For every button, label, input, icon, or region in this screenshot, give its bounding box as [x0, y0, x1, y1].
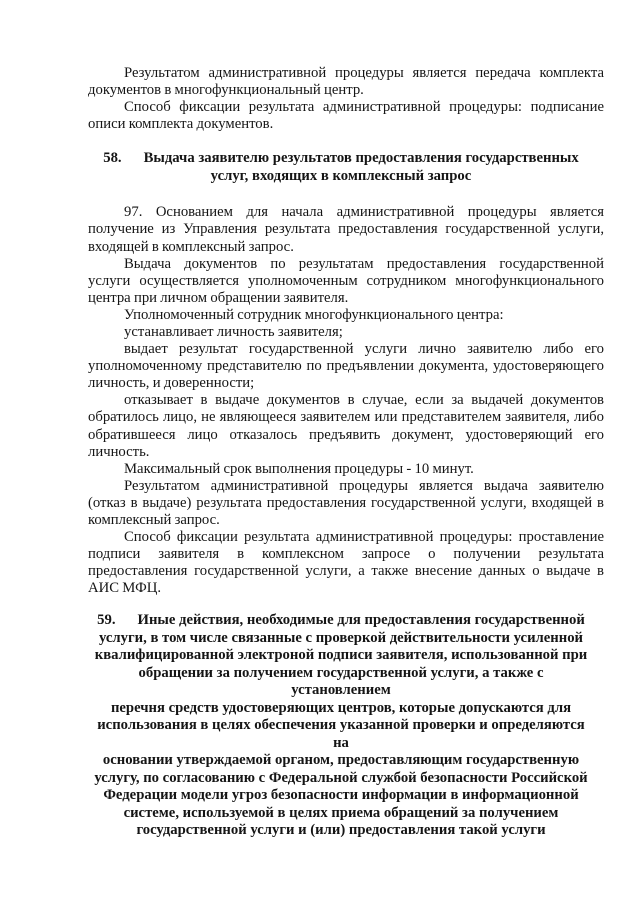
paragraph-fixation-signature: [88, 529, 604, 597]
text-line: отказывает в выдаче документов в случае, если за выдачей документов: [124, 392, 604, 409]
heading-line: обращении за получением государственной услуги, а также с установлением: [138, 664, 544, 699]
section-heading-58: [88, 150, 604, 185]
document-body: [88, 65, 604, 840]
heading-line: услугу, по согласованию с Федеральной службой безопасности Российской: [94, 769, 588, 786]
heading-line: основании утверждаемой органом, предоставляющим государственную: [102, 752, 580, 769]
list-item-refuse: [88, 392, 604, 460]
text-line: Результатом административной процедуры является передача комплекта: [124, 64, 604, 81]
text-line: личность, и доверенности;: [88, 375, 255, 392]
heading-text: Выдача заявителю результатов предоставления государственных: [143, 150, 579, 167]
text-line: Способ фиксации результата административной процедуры: подписание: [124, 98, 604, 115]
heading-line: перечня средств удостоверяющих центров, которые допускаются для: [110, 699, 572, 716]
text-line: Максимальный срок выполнения процедуры - 10 минут.: [124, 460, 474, 477]
heading-line: [88, 612, 594, 630]
paragraph-97: [88, 204, 604, 255]
heading-line: услуги, в том числе связанные с проверкой действительности усиленной: [98, 629, 584, 646]
text-line: устанавливает личность заявителя;: [124, 324, 343, 341]
list-item-identify: [88, 324, 604, 341]
paragraph-fixation-method: [88, 99, 604, 133]
heading-line: системе, используемой в целях приема обращений за получением: [123, 804, 559, 821]
section-heading-59: [88, 612, 604, 840]
text-line: (отказ в выдаче) результата предоставления государственной услуги, входящей в: [88, 494, 604, 511]
text-line: комплексный запрос.: [88, 512, 220, 529]
text-line: услуги осуществляется уполномоченным сотрудником многофункционального: [88, 272, 604, 289]
text-line: документов в многофункциональный центр.: [88, 81, 364, 98]
section-58-body: [88, 204, 604, 597]
paragraph-procedure-result: [88, 478, 604, 529]
text-line: входящей в комплексный запрос.: [88, 238, 294, 255]
text-line: личность.: [88, 443, 150, 460]
text-line: Результатом административной процедуры является выдача заявителю: [124, 477, 604, 494]
section-number: 59.: [97, 612, 116, 629]
text-line: 97. Основанием для начала административной процедуры является: [124, 204, 604, 221]
heading-line: государственной услуги и (или) предоставления такой услуги: [136, 822, 546, 839]
text-line: центра при личном обращении заявителя.: [88, 289, 349, 306]
heading-line: квалифицированной электроной подписи заявителя, использованной при: [94, 647, 588, 664]
text-line: выдает результат государственной услуги лично заявителю либо его: [124, 341, 604, 358]
paragraph-employee: [88, 307, 604, 324]
paragraph-issuance: [88, 256, 604, 307]
text-line: АИС МФЦ.: [88, 580, 162, 597]
section-number: 58.: [103, 150, 122, 167]
paragraph-max-time: [88, 461, 604, 478]
text-line: обратившееся лицо отказалось предъявить документ, удостоверяющий его: [88, 426, 604, 443]
paragraph-transfer-result: [88, 65, 604, 99]
text-line: обратилось лицо, не являющееся заявителем или представителем заявителя, либо: [88, 409, 604, 426]
heading-line: Федерации модели угроз безопасности информации в информационной: [103, 787, 579, 804]
heading-line: услуг, входящих в комплексный запрос: [210, 167, 472, 184]
text-line: Выдача документов по результатам предоставления государственной: [124, 255, 604, 272]
heading-line: [88, 150, 594, 168]
text-line: описи комплекта документов.: [88, 115, 274, 132]
heading-line: использования в целях обеспечения указанной проверки и определяются на: [97, 717, 585, 751]
text-line: предоставления государственной услуги, а также внесение данных о выдаче в: [88, 563, 604, 580]
heading-text: Иные действия, необходимые для предоставления государственной: [137, 612, 585, 629]
text-line: подписи заявителя в комплексном запросе о получении результата: [88, 546, 604, 563]
text-line: Способ фиксации результата административной процедуры: проставление: [124, 529, 604, 546]
text-line: Уполномоченный сотрудник многофункционального центра:: [124, 306, 504, 323]
list-item-issue-result: [88, 341, 604, 392]
text-line: получение из Управления результата предоставления государственной услуги,: [88, 221, 604, 238]
text-line: уполномоченному представителю по предъявлении документа, удостоверяющего: [88, 358, 604, 375]
